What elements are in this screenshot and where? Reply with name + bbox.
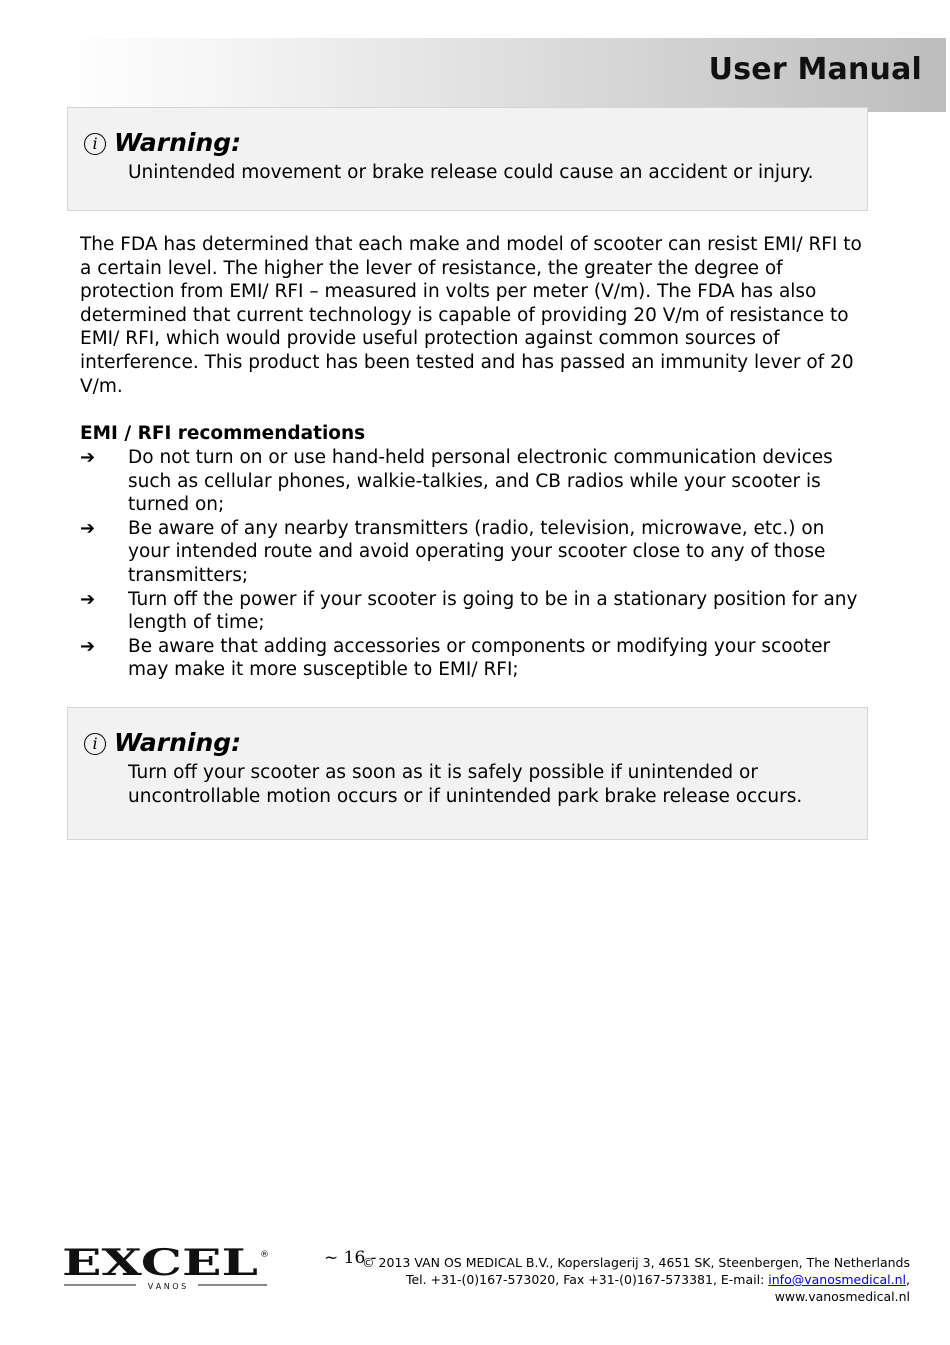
logo-subtext: V A N O S bbox=[147, 1282, 187, 1291]
list-item-text: Turn off the power if your scooter is going to be in a stationary position for any length of time; bbox=[128, 588, 858, 634]
arrow-right-icon: ➔ bbox=[80, 517, 96, 539]
footer-contact-prefix: Tel. +31-(0)167-573020, Fax +31-(0)167-573381, E-mail: bbox=[405, 1272, 769, 1287]
list-item-text: Be aware of any nearby transmitters (radio, television, microwave, etc.) on your intended route and avoid operating your scooter close to any of those transmitters; bbox=[128, 517, 826, 586]
warning-box-bottom bbox=[67, 707, 868, 840]
warning-text: Turn off your scooter as soon as it is safely possible if unintended or uncontrollable motion occurs or if unintended park brake release occurs. bbox=[128, 762, 803, 807]
info-icon: i bbox=[84, 733, 106, 755]
arrow-right-icon: ➔ bbox=[80, 635, 96, 657]
list-item-text: Do not turn on or use hand-held personal electronic communication devices such as cellular phones, walkie-talkies, and CB radios while your scooter is turned on; bbox=[128, 447, 833, 516]
footer-contact-suffix: , bbox=[906, 1272, 910, 1287]
warning-title: Warning: bbox=[114, 728, 242, 757]
warning-text: Unintended movement or brake release could cause an accident or injury. bbox=[128, 162, 814, 183]
warning-heading bbox=[84, 728, 241, 757]
page-number: ~ 16 - bbox=[324, 1248, 377, 1268]
arrow-right-icon: ➔ bbox=[80, 588, 96, 610]
list-item bbox=[80, 446, 870, 517]
warning-box-top bbox=[67, 107, 868, 211]
logo-text: EXCEL bbox=[62, 1245, 258, 1284]
list-item bbox=[80, 588, 870, 635]
footer-website: www.vanosmedical.nl bbox=[774, 1289, 910, 1304]
excel-logo bbox=[62, 1245, 272, 1295]
list-item bbox=[80, 517, 870, 588]
info-icon: i bbox=[84, 133, 106, 155]
arrow-right-icon: ➔ bbox=[80, 447, 96, 468]
footer-copyright: © 2013 VAN OS MEDICAL B.V., Koperslagerij 3, 4651 SK, Steenbergen, The Netherlands bbox=[362, 1255, 910, 1270]
header-bar bbox=[60, 38, 946, 112]
warning-heading bbox=[84, 128, 241, 157]
section-heading: EMI / RFI recommendations bbox=[80, 423, 366, 444]
recommendation-list bbox=[80, 446, 870, 682]
footer-info bbox=[362, 1254, 910, 1305]
page-title: User Manual bbox=[708, 52, 922, 87]
fda-paragraph: The FDA has determined that each make and model of scooter can resist EMI/ RFI to a certain level. The higher the lever of resistance, the greater the degree of protection from EMI/ RFI – measured in volts per meter (V/m). The FDA has also determined that current technology is capable of providing 20 V/m of resistance to EMI/ RFI, which would provide useful protection against common sources of interference. This product has been tested and has passed an immunity lever of 20 V/m. bbox=[80, 234, 862, 397]
footer-contact bbox=[362, 1271, 910, 1288]
list-item-text: Be aware that adding accessories or components or modifying your scooter may make it more susceptible to EMI/ RFI; bbox=[128, 635, 831, 681]
list-item bbox=[80, 635, 870, 682]
logo-registered-mark: ® bbox=[260, 1250, 269, 1260]
email-link[interactable]: info@vanosmedical.nl bbox=[768, 1272, 907, 1287]
warning-title: Warning: bbox=[114, 128, 242, 157]
